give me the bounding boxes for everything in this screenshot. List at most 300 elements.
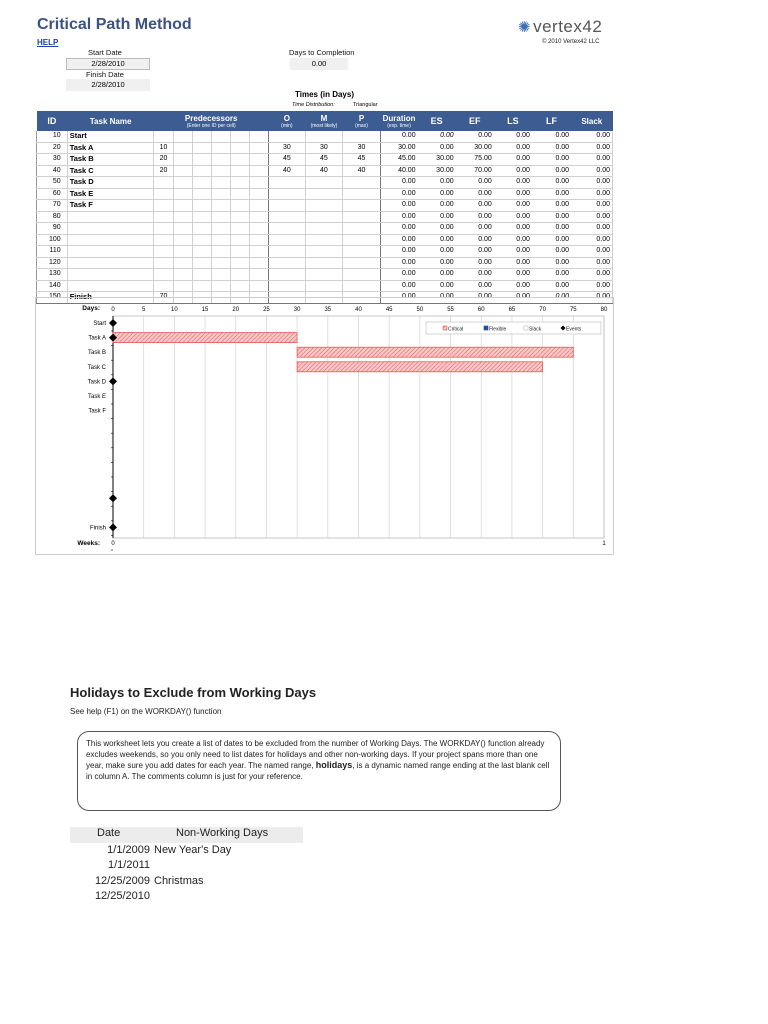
predecessor-cell[interactable] (173, 131, 192, 142)
p-cell[interactable] (342, 234, 380, 246)
predecessor-cell[interactable] (192, 131, 211, 142)
predecessor-cell[interactable] (173, 154, 192, 166)
x-tick-label: 30 (293, 307, 301, 313)
task-axis-label: Task C (87, 364, 106, 371)
x-tick-label: 45 (385, 307, 393, 313)
slack-cell: 0.00 (571, 154, 612, 166)
predecessor-cell[interactable]: 20 (154, 154, 173, 166)
predecessor-cell[interactable] (192, 177, 211, 189)
task-name-cell[interactable]: Task F (67, 200, 154, 212)
predecessor-cell[interactable] (173, 223, 192, 235)
predecessor-cell[interactable]: 10 (154, 142, 173, 154)
predecessor-cell[interactable] (230, 188, 249, 200)
m-cell[interactable]: 30 (305, 142, 342, 154)
m-cell[interactable] (305, 280, 342, 292)
pred-label: Predecessors (184, 113, 238, 123)
ls-cell: 0.00 (494, 177, 532, 189)
predecessor-cell[interactable] (154, 269, 173, 281)
task-name-cell[interactable] (67, 246, 154, 258)
legend-label: Events (566, 326, 582, 333)
finish-date-value: 2/28/2010 (66, 79, 150, 91)
predecessor-cell[interactable] (192, 154, 211, 166)
predecessor-cell[interactable] (154, 188, 173, 200)
table-row (37, 131, 613, 142)
predecessor-cell[interactable] (211, 131, 230, 142)
table-row (37, 188, 613, 200)
duration-cell: 0.00 (381, 280, 418, 292)
col-o (268, 111, 305, 131)
o-cell[interactable] (268, 269, 305, 281)
row-id: 150 (37, 292, 68, 304)
days-to-completion-label: Days to Completion (289, 48, 355, 57)
predecessor-cell[interactable] (173, 177, 192, 189)
o-cell[interactable]: 40 (268, 165, 305, 177)
predecessor-cell[interactable] (154, 223, 173, 235)
es-cell: 0.00 (418, 246, 456, 258)
lf-cell: 0.00 (532, 211, 571, 223)
page-title: Critical Path Method (37, 16, 192, 33)
holidays-subtitle: See help (F1) on the WORKDAY() function (70, 707, 222, 716)
ef-cell: 0.00 (456, 177, 494, 189)
predecessor-cell[interactable] (154, 131, 173, 142)
predecessor-cell[interactable] (249, 280, 268, 292)
o-cell[interactable] (268, 223, 305, 235)
gantt-chart (35, 297, 614, 555)
o-cell[interactable] (268, 131, 305, 142)
es-cell: 0.00 (418, 234, 456, 246)
lf-cell: 0.00 (532, 269, 571, 281)
ls-cell: 0.00 (494, 131, 532, 142)
lf-cell: 0.00 (532, 188, 571, 200)
predecessor-cell[interactable] (154, 200, 173, 212)
slack-cell: 0.00 (571, 177, 612, 189)
es-cell: 0.00 (418, 269, 456, 281)
ls-cell: 0.00 (494, 211, 532, 223)
predecessor-cell[interactable] (211, 154, 230, 166)
o-cell[interactable] (268, 257, 305, 269)
x-tick-label: 50 (416, 307, 424, 313)
predecessor-cell[interactable] (192, 188, 211, 200)
ef-cell: 0.00 (456, 234, 494, 246)
predecessor-cell[interactable] (249, 234, 268, 246)
task-name-cell[interactable] (67, 269, 154, 281)
es-cell: 0.00 (418, 292, 456, 304)
start-date-input[interactable]: 2/28/2010 (66, 58, 150, 70)
p-cell[interactable] (342, 200, 380, 212)
p-cell[interactable] (342, 177, 380, 189)
holiday-date[interactable]: 1/1/2009 (107, 844, 150, 856)
ls-cell: 0.00 (494, 188, 532, 200)
holidays-note (77, 731, 561, 811)
o-cell[interactable] (268, 200, 305, 212)
task-name-cell[interactable] (67, 234, 154, 246)
o-cell[interactable] (268, 280, 305, 292)
m-cell[interactable] (305, 200, 342, 212)
slack-cell: 0.00 (571, 280, 612, 292)
es-cell: 0.00 (418, 177, 456, 189)
predecessor-cell[interactable] (211, 200, 230, 212)
predecessor-cell[interactable] (211, 142, 230, 154)
col-id: ID (37, 111, 68, 131)
o-cell[interactable]: 30 (268, 142, 305, 154)
critical-bar (113, 333, 297, 343)
predecessor-cell[interactable] (249, 142, 268, 154)
predecessor-cell[interactable] (192, 211, 211, 223)
task-name-cell[interactable]: Task E (67, 188, 154, 200)
lf-cell: 0.00 (532, 257, 571, 269)
predecessor-cell[interactable] (249, 177, 268, 189)
table-row (37, 257, 613, 269)
holiday-description[interactable]: New Year's Day (154, 844, 232, 856)
ef-cell: 0.00 (456, 257, 494, 269)
p-cell[interactable] (342, 269, 380, 281)
predecessor-cell[interactable]: 20 (154, 165, 173, 177)
table-row (37, 246, 613, 258)
predecessor-cell[interactable] (230, 131, 249, 142)
ef-cell: 0.00 (456, 269, 494, 281)
ef-cell: 0.00 (456, 246, 494, 258)
slack-cell: 0.00 (571, 292, 612, 304)
predecessor-cell[interactable] (249, 257, 268, 269)
predecessor-cell[interactable] (249, 200, 268, 212)
x-tick-label: 40 (355, 307, 362, 313)
task-axis-label: Task D (87, 379, 106, 386)
predecessor-cell[interactable] (192, 280, 211, 292)
table-row (37, 165, 613, 177)
o-cell[interactable] (268, 188, 305, 200)
m-cell[interactable]: 45 (305, 154, 342, 166)
copyright: © 2010 Vertex42 LLC (542, 39, 600, 45)
ef-cell: 0.00 (456, 200, 494, 212)
predecessor-cell[interactable] (230, 246, 249, 258)
predecessor-cell[interactable] (249, 154, 268, 166)
x-tick-label: 65 (508, 307, 516, 313)
predecessor-cell[interactable] (192, 257, 211, 269)
predecessor-cell[interactable] (192, 246, 211, 258)
slack-cell: 0.00 (571, 234, 612, 246)
duration-cell: 30.00 (381, 142, 418, 154)
m-cell[interactable] (305, 188, 342, 200)
lf-cell: 0.00 (532, 246, 571, 258)
predecessor-cell[interactable] (230, 269, 249, 281)
es-cell: 0.00 (418, 142, 456, 154)
table-header-row (37, 111, 613, 131)
p-cell[interactable] (342, 257, 380, 269)
es-cell: 30.00 (418, 165, 456, 177)
col-task-name: Task Name (67, 111, 154, 131)
p-cell[interactable] (342, 131, 380, 142)
duration-cell: 0.00 (381, 246, 418, 258)
x-tick-label: 25 (263, 307, 270, 313)
predecessor-cell[interactable] (173, 234, 192, 246)
predecessor-cell[interactable] (173, 257, 192, 269)
predecessor-cell[interactable] (230, 177, 249, 189)
predecessor-cell[interactable] (249, 223, 268, 235)
lf-cell: 0.00 (532, 223, 571, 235)
row-id: 120 (37, 257, 68, 269)
predecessor-cell[interactable] (154, 177, 173, 189)
predecessor-cell[interactable] (249, 131, 268, 142)
predecessor-cell[interactable] (211, 177, 230, 189)
predecessor-cell[interactable] (249, 269, 268, 281)
holidays-title: Holidays to Exclude from Working Days (70, 685, 317, 700)
distribution-label: Time Distribution: (292, 102, 335, 108)
p-cell[interactable]: 45 (342, 154, 380, 166)
predecessor-cell[interactable] (192, 234, 211, 246)
predecessor-cell[interactable] (230, 257, 249, 269)
vertex42-logo (518, 17, 602, 37)
holiday-date[interactable]: 1/1/2011 (107, 859, 150, 872)
table-row (37, 234, 613, 246)
p-cell[interactable] (342, 223, 380, 235)
predecessor-cell[interactable] (211, 165, 230, 177)
distribution-value[interactable]: Triangular (353, 102, 378, 108)
days-to-completion-value: 0.00 (290, 58, 348, 70)
predecessor-cell[interactable] (154, 211, 173, 223)
legend-label: Critical (448, 326, 464, 333)
predecessor-cell[interactable] (173, 188, 192, 200)
task-name-cell[interactable]: Finish (67, 292, 154, 304)
m-cell[interactable] (305, 223, 342, 235)
note-text-2: , is a dynamic named range ending at the last blank cell in column A. The comments column is just for your reference. (86, 761, 550, 781)
ls-cell: 0.00 (494, 142, 532, 154)
predecessor-cell[interactable] (211, 223, 230, 235)
predecessor-cell[interactable] (173, 246, 192, 258)
col-slack: Slack (571, 111, 612, 131)
duration-label: Duration (382, 113, 416, 123)
holiday-date[interactable]: 12/25/2009 (94, 874, 150, 887)
row-id: 100 (37, 234, 68, 246)
predecessor-cell[interactable] (230, 223, 249, 235)
legend-label: Slack (529, 326, 542, 333)
predecessor-cell[interactable] (192, 142, 211, 154)
row-id: 30 (37, 154, 68, 166)
predecessor-cell[interactable] (173, 165, 192, 177)
lf-cell: 0.00 (532, 131, 571, 142)
week-tick-label: 1 (602, 541, 606, 547)
m-cell[interactable] (305, 211, 342, 223)
m-cell[interactable] (305, 177, 342, 189)
duration-sub: (exp. time) (387, 122, 411, 129)
p-cell[interactable] (342, 211, 380, 223)
ef-cell: 0.00 (456, 211, 494, 223)
col-duration (381, 111, 418, 131)
holiday-date[interactable]: 12/25/2010 (94, 889, 150, 902)
task-name-cell[interactable] (67, 211, 154, 223)
col-predecessors (154, 111, 268, 131)
row-id: 140 (37, 280, 68, 292)
predecessor-cell[interactable] (154, 280, 173, 292)
predecessor-cell[interactable] (154, 246, 173, 258)
predecessor-cell[interactable] (173, 280, 192, 292)
row-id: 90 (37, 223, 68, 235)
predecessor-cell[interactable] (211, 246, 230, 258)
predecessor-cell[interactable] (211, 211, 230, 223)
predecessor-cell[interactable] (211, 188, 230, 200)
slack-cell: 0.00 (571, 131, 612, 142)
duration-cell: 0.00 (381, 177, 418, 189)
holiday-description[interactable]: Christmas (154, 874, 204, 887)
predecessor-cell[interactable] (249, 188, 268, 200)
predecessor-cell[interactable] (154, 234, 173, 246)
o-cell[interactable] (268, 211, 305, 223)
task-axis-label: Task A (88, 335, 106, 342)
col-ls: LS (494, 111, 532, 131)
row-id: 50 (37, 177, 68, 189)
slack-cell: 0.00 (571, 269, 612, 281)
predecessor-cell[interactable] (173, 142, 192, 154)
ef-cell: 0.00 (456, 280, 494, 292)
task-name-cell[interactable] (67, 257, 154, 269)
ls-cell: 0.00 (494, 280, 532, 292)
x-tick-label: 70 (539, 307, 546, 313)
predecessor-cell[interactable] (211, 234, 230, 246)
table-row (37, 142, 613, 154)
ef-cell: 0.00 (456, 188, 494, 200)
finish-date-label: Finish Date (86, 70, 124, 79)
m-cell[interactable] (305, 234, 342, 246)
task-name-cell[interactable] (67, 280, 154, 292)
es-cell: 0.00 (418, 223, 456, 235)
predecessor-cell[interactable] (230, 211, 249, 223)
m-cell[interactable] (305, 246, 342, 258)
row-id: 40 (37, 165, 68, 177)
ls-cell: 0.00 (494, 292, 532, 304)
predecessor-cell[interactable] (211, 257, 230, 269)
duration-cell: 0.00 (381, 188, 418, 200)
logo-icon: ✺ (518, 19, 532, 36)
slack-cell: 0.00 (571, 200, 612, 212)
legend-swatch (484, 326, 488, 330)
es-cell: 0.00 (418, 131, 456, 142)
m-cell[interactable]: 40 (305, 165, 342, 177)
lf-cell: 0.00 (532, 234, 571, 246)
p-cell[interactable]: 40 (342, 165, 380, 177)
lf-cell: 0.00 (532, 177, 571, 189)
x-tick-label: 0 (111, 307, 115, 313)
ls-cell: 0.00 (494, 269, 532, 281)
task-axis-label: Task E (87, 394, 106, 400)
duration-cell: 40.00 (381, 165, 418, 177)
task-name-cell[interactable]: Task B (67, 154, 154, 166)
predecessor-cell[interactable] (211, 280, 230, 292)
predecessor-cell[interactable] (192, 269, 211, 281)
slack-cell: 0.00 (571, 246, 612, 258)
predecessor-cell[interactable] (230, 142, 249, 154)
task-name-cell[interactable]: Task A (67, 142, 154, 154)
predecessor-cell[interactable] (173, 200, 192, 212)
task-axis-label: Start (93, 321, 106, 327)
o-cell[interactable] (268, 246, 305, 258)
col-lf: LF (532, 111, 571, 131)
predecessor-cell[interactable] (192, 223, 211, 235)
slack-cell: 0.00 (571, 165, 612, 177)
m-cell[interactable] (305, 131, 342, 142)
row-id: 70 (37, 200, 68, 212)
predecessor-cell[interactable] (230, 200, 249, 212)
note-bold: holidays (315, 760, 353, 770)
p-cell[interactable] (342, 188, 380, 200)
m-cell[interactable] (305, 257, 342, 269)
row-id: 60 (37, 188, 68, 200)
task-name-cell[interactable]: Task C (67, 165, 154, 177)
es-cell: 0.00 (418, 188, 456, 200)
task-name-cell[interactable] (67, 223, 154, 235)
predecessor-cell[interactable] (249, 211, 268, 223)
help-link[interactable]: HELP (37, 38, 59, 47)
p-cell[interactable]: 30 (342, 142, 380, 154)
x-tick-label: 15 (201, 307, 209, 313)
event-diamond (109, 377, 117, 385)
col-ef: EF (456, 111, 494, 131)
row-id: 20 (37, 142, 68, 154)
p-label: P (358, 113, 365, 123)
event-diamond (109, 319, 117, 327)
predecessor-cell[interactable] (154, 257, 173, 269)
predecessor-cell[interactable] (192, 200, 211, 212)
days-axis-label: Days: (82, 305, 100, 312)
cpm-table (36, 111, 613, 304)
predecessor-cell[interactable] (249, 165, 268, 177)
predecessor-cell[interactable] (173, 269, 192, 281)
predecessor-cell[interactable] (249, 246, 268, 258)
x-tick-label: 75 (569, 307, 577, 313)
legend-swatch (524, 326, 528, 330)
o-cell[interactable] (268, 177, 305, 189)
col-es: ES (418, 111, 456, 131)
task-name-cell[interactable]: Start (67, 131, 154, 142)
m-cell[interactable] (305, 269, 342, 281)
task-axis-label: Task F (88, 408, 106, 415)
table-row (37, 177, 613, 189)
lf-cell: 0.00 (532, 154, 571, 166)
predecessor-cell[interactable] (230, 234, 249, 246)
o-cell[interactable]: 45 (268, 154, 305, 166)
predecessor-cell[interactable] (211, 269, 230, 281)
ef-cell: 75.00 (456, 154, 494, 166)
duration-cell: 0.00 (381, 200, 418, 212)
x-tick-label: 60 (477, 307, 485, 313)
o-cell[interactable] (268, 234, 305, 246)
task-name-cell[interactable]: Task D (67, 177, 154, 189)
table-row (37, 200, 613, 212)
p-cell[interactable] (342, 246, 380, 258)
times-label: Times (in Days) (295, 90, 354, 99)
p-cell[interactable] (342, 280, 380, 292)
predecessor-cell[interactable] (230, 165, 249, 177)
slack-cell: 0.00 (571, 142, 612, 154)
row-id: 110 (37, 246, 68, 258)
ef-cell: 0.00 (456, 131, 494, 142)
critical-bar (297, 347, 573, 357)
duration-cell: 0.00 (381, 131, 418, 142)
col-m (305, 111, 342, 131)
predecessor-cell[interactable]: 70 (154, 292, 173, 304)
ef-cell: 0.00 (456, 223, 494, 235)
predecessor-cell[interactable] (173, 211, 192, 223)
predecessor-cell[interactable] (192, 165, 211, 177)
lf-cell: 0.00 (532, 165, 571, 177)
predecessor-cell[interactable] (230, 280, 249, 292)
predecessor-cell[interactable] (230, 154, 249, 166)
m-label: M (320, 113, 328, 123)
table-row (37, 269, 613, 281)
holidays-col-desc: Non-Working Days (176, 827, 269, 839)
ls-cell: 0.00 (494, 154, 532, 166)
row-id: 130 (37, 269, 68, 281)
row-id: 10 (37, 131, 68, 142)
col-p (342, 111, 380, 131)
